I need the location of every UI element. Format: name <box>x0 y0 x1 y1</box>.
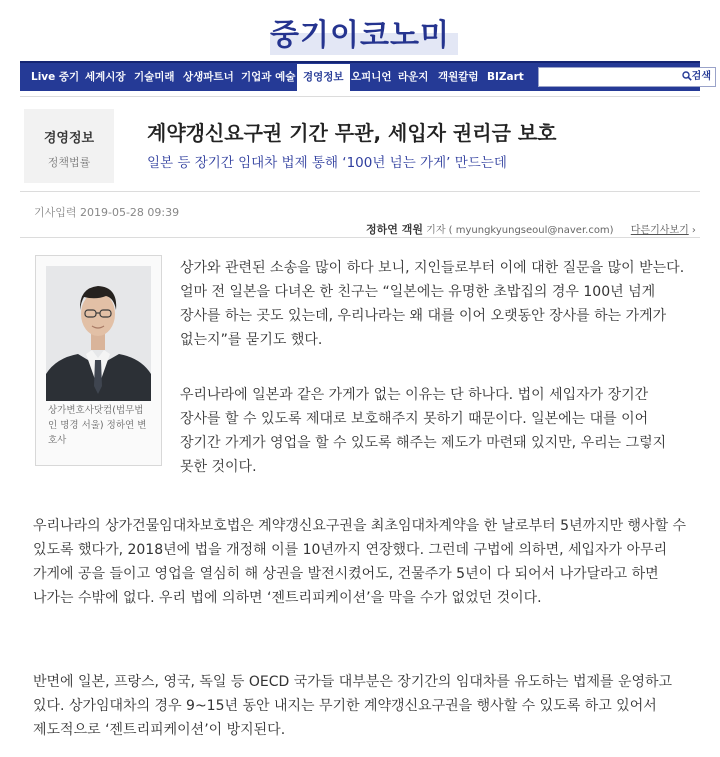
more-articles-link[interactable]: 다른기사보기 <box>630 225 689 236</box>
category-sub[interactable]: 정책법률 <box>47 156 91 169</box>
nav-item-world-market[interactable]: 세계시장 <box>85 71 126 83</box>
divider <box>20 237 700 238</box>
main-nav <box>20 61 711 91</box>
author-photo <box>46 266 151 401</box>
publish-date: 기사입력 2019-05-28 09:39 <box>34 206 180 219</box>
nav-item-partner[interactable]: 상생파트너 <box>183 71 234 83</box>
article-paragraph: 우리나라에 일본과 같은 가게가 없는 이유는 단 하나다. 법이 세입자가 장기간 장사를 할 수 있도록 제대로 보호해주지 못하기 때문이다. 일본에는 대를 이어 장기간 가게가 영업을 할 수 있도록 해주는 제도가 마련돼 있지만, 우리는 그렇지 못한 것이다. <box>180 387 667 475</box>
category-main[interactable]: 경영정보 <box>43 131 95 146</box>
nav-item-tech-future[interactable]: 기술미래 <box>134 71 175 83</box>
article-title: 계약갱신요구권 기간 무관, 세입자 권리금 보호 <box>147 121 557 145</box>
chevron-right-icon: › <box>688 225 696 236</box>
site-logo[interactable]: 중기이코노미 <box>270 18 450 53</box>
author-role: 기자 <box>426 225 446 236</box>
nav-item-opinion[interactable]: 오피니언 <box>351 71 392 83</box>
article-paragraph: 우리나라의 상가건물임대차보호법은 계약갱신요구권을 최초임대차계약을 한 날로부터 5년까지만 행사할 수 있도록 했다가, 2018년에 법을 개정해 이를 10년까지 연장했다. 그런데 구법에 의하면, 세입자가 아무리 가게에 공을 들이고 영업을 열심히 해 상권을 발전시켰어도, 건물주가 5년이 다 되어서 나가달라고 하면 나가는 수밖에 없다. 우리 법에 의하면 ‘젠트리피케이션’을 막을 수가 없었던 것이다. <box>33 518 687 606</box>
nav-item-live[interactable]: Live 중기 <box>31 71 80 83</box>
nav-item-business-art[interactable]: 기업과 예술 <box>241 71 296 83</box>
nav-item-management-info[interactable]: 경영정보 <box>297 64 350 91</box>
divider <box>20 191 700 192</box>
search-button[interactable] <box>682 69 711 85</box>
search-button-label: 검색 <box>691 71 711 82</box>
nav-item-bizart[interactable]: BIZart <box>487 71 524 83</box>
masthead <box>0 0 720 60</box>
nav-item-guest-column[interactable]: 객원칼럼 <box>438 71 479 83</box>
author-email[interactable]: ( myungkyungseoul@naver.com) <box>448 225 614 236</box>
article-paragraph: 반면에 일본, 프랑스, 영국, 독일 등 OECD 국가들 대부분은 장기간의 임대차를 유도하는 법제를 운영하고 있다. 상가임대차의 경우 9~15년 동안 내지는 무기한 계약갱신요구권을 행사할 수 있도록 하고 있어서 제도적으로 ‘젠트리피케이션’이 방지된다. <box>33 674 673 738</box>
author-photo-box <box>35 255 162 466</box>
search-box <box>538 67 716 87</box>
article-subtitle: 일본 등 장기간 임대차 법제 통해 ‘100년 넘는 가게’ 만드는데 <box>147 155 507 171</box>
author-name[interactable]: 정하연 객원 <box>366 223 423 236</box>
article-paragraph: 상가와 관련된 소송을 많이 하다 보니, 지인들로부터 이에 대한 질문을 많이 받는다. 얼마 전 일본을 다녀온 한 친구는 “일본에는 유명한 초밥집의 경우 100년 넘게 장사를 하는 곳도 있는데, 우리나라는 왜 대를 이어 오랫동안 장사를 하는 가게가 없는지”를 묻기도 했다. <box>180 260 685 348</box>
nav-item-lounge[interactable]: 라운지 <box>398 71 429 83</box>
search-icon <box>682 71 692 81</box>
photo-caption: 상가변호사닷컴(법무법인 명경 서울) 정하연 변호사 <box>48 405 147 446</box>
search-input[interactable] <box>541 69 653 84</box>
category-box <box>24 109 114 183</box>
divider <box>20 96 700 97</box>
byline <box>366 221 696 237</box>
